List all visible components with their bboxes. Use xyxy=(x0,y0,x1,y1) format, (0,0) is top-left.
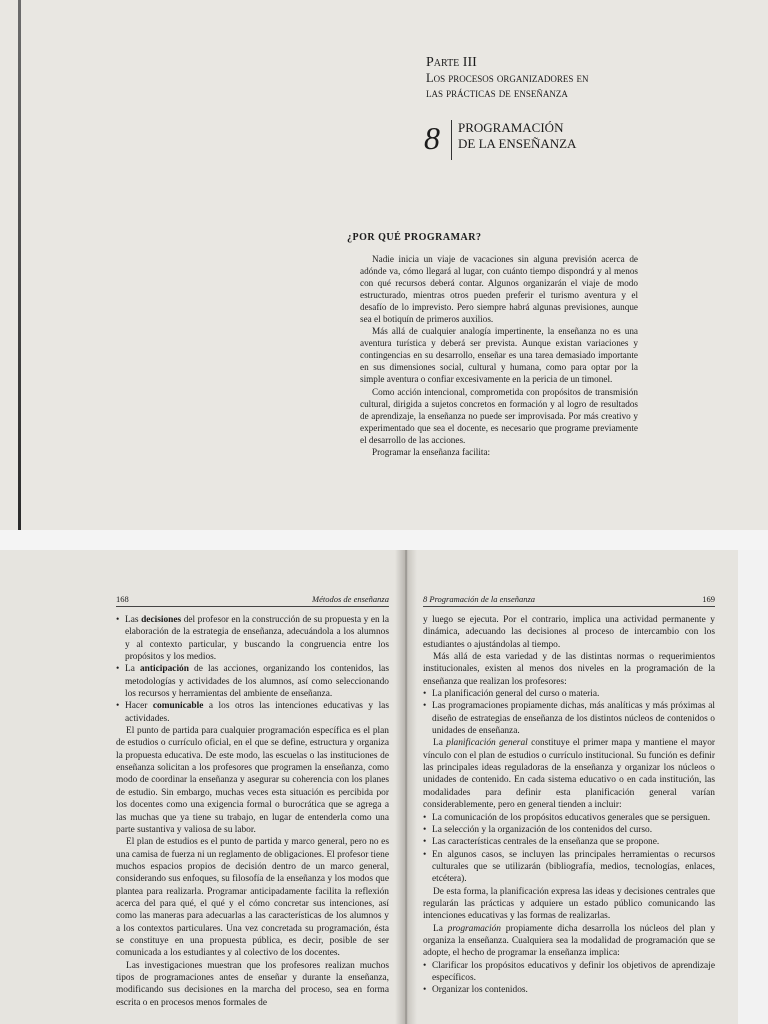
page-number: 169 xyxy=(702,594,715,604)
list-item: • Las programaciones propiamente dichas, más analíticas y más próximas al diseño de estrategias de enseñanza de los distintos núcleos de contenidos o unidades de enseñanza. xyxy=(423,700,715,737)
paragraph: y luego se ejecuta. Por el contrario, implica una actividad permanente y dinámica, adecuando las decisiones al proceso de intercambio con los estudiantes o ajustándolas al tiempo. xyxy=(423,615,715,650)
list-item: • La comunicación de los propósitos educativos generales que se persiguen. xyxy=(423,812,715,824)
chapter-title xyxy=(458,120,576,152)
list-item: • Clarificar los propósitos educativos y definir los objetivos de aprendizaje específicos. xyxy=(423,960,715,985)
part-label: Parte III xyxy=(426,55,477,70)
paragraph: El plan de estudios es el punto de partida y marco general, pero no es una camisa de fuerza ni un reglamento de obligaciones. El profesor tiene muchos espacios propios de decisión dentro de un marco general, considerando sus enfoques, su filosofía de la enseñanza y los modos que plantea para realizarla. Programar anticipadamente facilita la reflexión acerca del para qué, el qué y el cómo concretar sus intenciones, así como las maneras para adecuarlas a las características de los alumnos y a los contextos particulares. Una vez concretada su programación, ésta se constituye en una propuesta pública, es decir, posible de ser comunicada a los estudiantes y al colectivo de los docentes. xyxy=(116,837,389,959)
section-heading: ¿POR QUÉ PROGRAMAR? xyxy=(347,232,482,243)
chapter-title-line1: PROGRAMACIÓN xyxy=(458,120,564,135)
chapter-heading xyxy=(424,118,684,174)
benefits-list xyxy=(116,614,389,725)
book-gutter xyxy=(395,550,417,1024)
chapter-title-line2: DE LA ENSEÑANZA xyxy=(458,136,577,151)
levels-list xyxy=(423,688,715,737)
list-item: • Las características centrales de la enseñanza que se propone. xyxy=(423,836,715,848)
implies-list xyxy=(423,960,715,997)
paragraph: De esta forma, la planificación expresa las ideas y decisiones centrales que regularán las prácticas y adquiere un estado público comunicando las intenciones educativas y las formas de realizarlas. xyxy=(423,886,715,922)
two-page-spread xyxy=(0,550,768,1024)
chapter-divider xyxy=(451,120,452,160)
list-item: • Las decisiones del profesor en la construcción de su propuesta y en la elaboración de la estrategia de enseñanza, adecuándola a los alumnos y al contexto particular, y buscando la congruencia entre los propósitos y los medios. xyxy=(116,614,389,663)
left-page-header xyxy=(116,594,389,607)
list-item: • Organizar los contenidos. xyxy=(423,984,715,996)
list-item: • La anticipación de las acciones, organizando los contenidos, las metodologías y actividades de los alumnos, así como seleccionando los recursos y herramientas del ambiente de enseñanza. xyxy=(116,663,389,700)
right-page-header xyxy=(423,594,715,607)
list-item: • La planificación general del curso o materia. xyxy=(423,688,715,700)
paragraph: Programar la enseñanza facilita: xyxy=(372,446,491,457)
part-title-line2: las prácticas de enseñanza xyxy=(426,86,568,100)
page-number: 168 xyxy=(116,594,129,604)
paragraph: Como acción intencional, comprometida con propósitos de transmisión cultural, dirigida a sujetos concretos en formación y al logro de resultados de aprendizaje, la enseñanza no puede ser improvisada. Por más creativo y experimentado que sea el docente, es necesario que programe previamente el desarrollo de las acciones. xyxy=(360,386,638,445)
paragraph: Las investigaciones muestran que los profesores realizan muchos tipos de programaciones antes de enseñar y durante la enseñanza, modificando sus decisiones en la marcha del proceso, sea en forma escrita o en procesos menos formales de xyxy=(116,960,389,1008)
list-item: • Hacer comunicable a los otros las intenciones educativas y las actividades. xyxy=(116,700,389,725)
running-title: 8 Programación de la enseñanza xyxy=(423,594,536,604)
book-spine-shadow xyxy=(18,0,21,530)
right-page-text xyxy=(423,614,715,997)
sheet-gap xyxy=(0,530,768,550)
paragraph: Nadie inicia un viaje de vacaciones sin alguna previsión acerca de adónde va, cómo llegará al lugar, con cuánto tiempo dispondrá y al menos con qué recursos deberá contar. Algunos organizarán el viaje de modo estructurado, mientras otros pueden preferir el turismo aventura y el desafío de lo imprevisto. Pero siempre habrá algunas previsiones, aunque sea el botiquín de primeros auxilios. xyxy=(360,254,638,325)
opening-text-column xyxy=(360,253,638,458)
paragraph: Más allá de esta variedad y de las distintas normas o requerimientos institucionales, existen al menos dos niveles en la programación de la enseñanza que realizan los profesores: xyxy=(423,652,715,687)
chapter-number: 8 xyxy=(424,120,440,156)
list-item: • La selección y la organización de los contenidos del curso. xyxy=(423,824,715,836)
part-title-line1: Los procesos organizadores en xyxy=(426,71,589,85)
paragraph: La programación propiamente dicha desarrolla los núcleos del plan y organiza la enseñanza. Cualquiera sea la modalidad de programación que se adopte, el hecho de programar la enseñanza implica: xyxy=(423,923,716,959)
includes-list xyxy=(423,812,715,886)
paragraph: La planificación general constituye el primer mapa y mantiene el mayor vínculo con el plan de estudios o currículo institucional. Su función es definir las principales ideas reguladoras de la enseñanza y organizar los núcleos o unidades de contenido. En cada sistema educativo o en cada institución, las modalidades para definir esta planificación general varían considerablemente, pero en general tienden a incluir: xyxy=(423,738,716,811)
left-page-text xyxy=(116,614,389,1009)
list-item: • En algunos casos, se incluyen las principales herramientas o recursos culturales que se utilizarán (bibliografía, medios, tecnologías, enlaces, etcétera). xyxy=(423,849,715,886)
page-edge xyxy=(738,550,768,1024)
running-title: Métodos de enseñanza xyxy=(312,594,389,604)
paragraph: El punto de partida para cualquier programación específica es el plan de estudios o currículo oficial, en el que se define, estructura y organiza la propuesta educativa. De este modo, las escuelas o las instituciones de enseñanza solicitan a los profesores que programen la enseñanza, como modo de coordinar la enseñanza y asegurar su coherencia con los planes de estudio. Sin embargo, muchas veces esta situación es percibida por los docentes como una exigencia formal o burocrática que se agrega a las muchas que ya tiene su trabajo, en lugar de entenderla como una parte sustantiva y valiosa de su labor. xyxy=(116,726,389,835)
paragraph: Más allá de cualquier analogía impertinente, la enseñanza no es una aventura turística y deberá ser prevista. Aunque existan variaciones y contingencias en su desarrollo, enseñar es una tarea demasiado importante en sus dimensiones social, cultural y humana, como para optar por la simple aventura o confiar excesivamente en la pericia de un timonel. xyxy=(360,326,638,385)
part-heading xyxy=(426,55,676,101)
